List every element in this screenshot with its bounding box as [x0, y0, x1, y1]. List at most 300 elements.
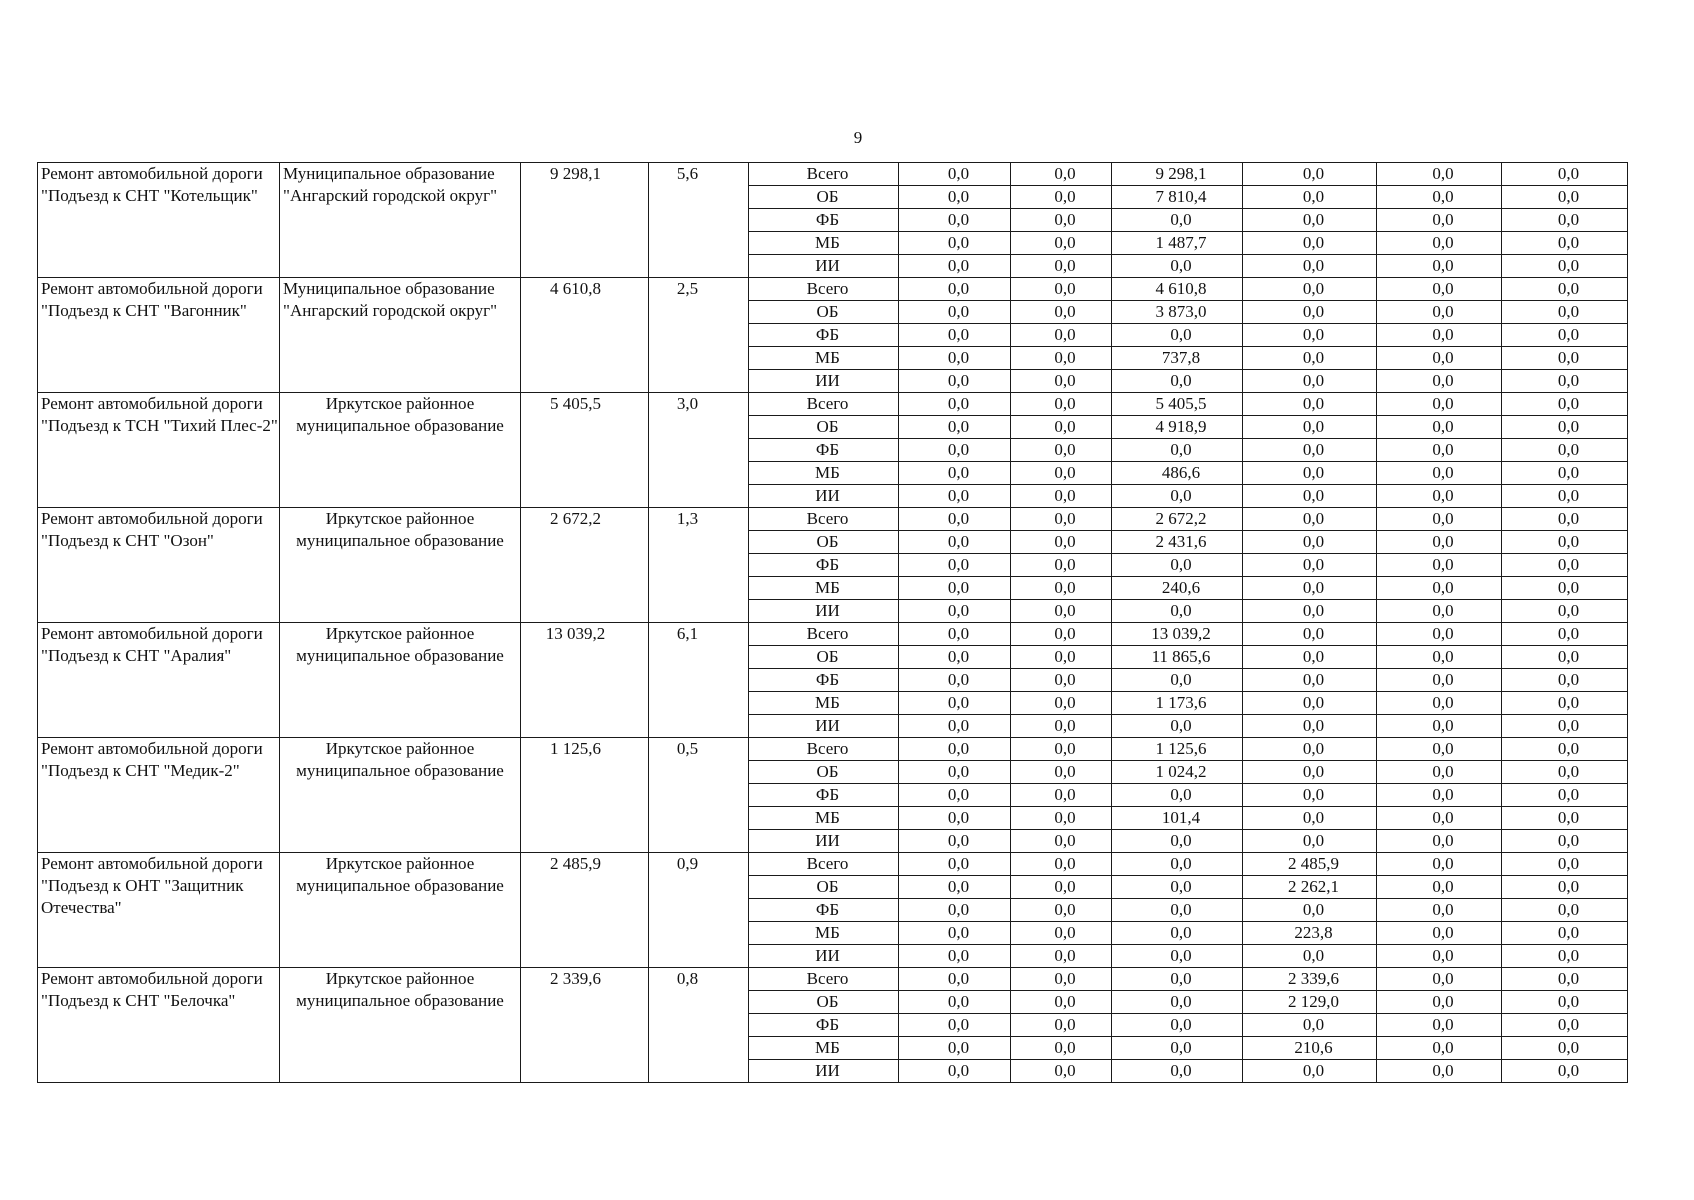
project-cost: 5 405,5 — [521, 393, 649, 508]
year-value: 0,0 — [899, 922, 1011, 945]
year-value: 0,0 — [1011, 646, 1112, 669]
year-value: 0,0 — [1502, 646, 1628, 669]
year-value: 0,0 — [1502, 899, 1628, 922]
table-row — [38, 508, 1628, 531]
year-value: 0,0 — [1377, 853, 1502, 876]
year-value: 0,0 — [1502, 669, 1628, 692]
funding-source: ИИ — [749, 255, 899, 278]
year-value: 0,0 — [1377, 370, 1502, 393]
year-value: 0,0 — [1377, 393, 1502, 416]
year-value: 0,0 — [1011, 715, 1112, 738]
year-value: 0,0 — [1011, 945, 1112, 968]
table-row — [38, 278, 1628, 301]
year-value: 0,0 — [1502, 738, 1628, 761]
year-value: 2 262,1 — [1243, 876, 1377, 899]
project-cost: 2 339,6 — [521, 968, 649, 1083]
year-value: 0,0 — [1011, 416, 1112, 439]
table-row — [38, 968, 1628, 991]
year-value: 0,0 — [1377, 416, 1502, 439]
road-length: 1,3 — [649, 508, 749, 623]
year-value: 240,6 — [1112, 577, 1243, 600]
year-value: 0,0 — [1112, 209, 1243, 232]
year-value: 0,0 — [899, 416, 1011, 439]
year-value: 0,0 — [899, 1014, 1011, 1037]
year-value: 0,0 — [1502, 830, 1628, 853]
road-length: 5,6 — [649, 163, 749, 278]
year-value: 0,0 — [1502, 577, 1628, 600]
year-value: 0,0 — [1112, 853, 1243, 876]
year-value: 0,0 — [1377, 347, 1502, 370]
year-value: 0,0 — [1011, 1060, 1112, 1083]
year-value: 0,0 — [1011, 669, 1112, 692]
year-value: 0,0 — [1502, 807, 1628, 830]
funding-source: ФБ — [749, 899, 899, 922]
year-value: 0,0 — [1502, 255, 1628, 278]
funding-source: Всего — [749, 508, 899, 531]
year-value: 0,0 — [1502, 1060, 1628, 1083]
year-value: 0,0 — [1502, 485, 1628, 508]
year-value: 0,0 — [1377, 1060, 1502, 1083]
year-value: 223,8 — [1243, 922, 1377, 945]
year-value: 0,0 — [1502, 531, 1628, 554]
year-value: 0,0 — [1377, 830, 1502, 853]
year-value: 0,0 — [899, 991, 1011, 1014]
year-value: 210,6 — [1243, 1037, 1377, 1060]
project-name: Ремонт автомобильной дороги "Подъезд к СНТ "Озон" — [38, 508, 280, 623]
year-value: 2 339,6 — [1243, 968, 1377, 991]
year-value: 0,0 — [1011, 393, 1112, 416]
funding-source: ИИ — [749, 485, 899, 508]
year-value: 0,0 — [1243, 1014, 1377, 1037]
year-value: 0,0 — [1502, 715, 1628, 738]
year-value: 0,0 — [899, 531, 1011, 554]
year-value: 0,0 — [1011, 738, 1112, 761]
project-cost: 9 298,1 — [521, 163, 649, 278]
year-value: 2 672,2 — [1112, 508, 1243, 531]
year-value: 0,0 — [1377, 623, 1502, 646]
municipality: Муниципальное образование "Ангарский городской округ" — [280, 278, 521, 393]
funding-source: Всего — [749, 853, 899, 876]
year-value: 0,0 — [899, 646, 1011, 669]
year-value: 0,0 — [1011, 439, 1112, 462]
year-value: 0,0 — [1243, 416, 1377, 439]
year-value: 0,0 — [1011, 876, 1112, 899]
year-value: 0,0 — [1011, 554, 1112, 577]
year-value: 0,0 — [899, 301, 1011, 324]
year-value: 0,0 — [1243, 738, 1377, 761]
year-value: 0,0 — [899, 692, 1011, 715]
year-value: 0,0 — [899, 508, 1011, 531]
year-value: 0,0 — [1011, 784, 1112, 807]
funding-source: ИИ — [749, 715, 899, 738]
year-value: 0,0 — [1377, 899, 1502, 922]
year-value: 0,0 — [1502, 347, 1628, 370]
year-value: 0,0 — [1011, 577, 1112, 600]
road-length: 0,9 — [649, 853, 749, 968]
year-value: 0,0 — [1112, 830, 1243, 853]
year-value: 101,4 — [1112, 807, 1243, 830]
year-value: 0,0 — [1011, 462, 1112, 485]
year-value: 0,0 — [899, 462, 1011, 485]
funding-source: ОБ — [749, 761, 899, 784]
year-value: 0,0 — [1377, 692, 1502, 715]
year-value: 0,0 — [1502, 278, 1628, 301]
year-value: 0,0 — [1502, 761, 1628, 784]
year-value: 0,0 — [1112, 439, 1243, 462]
year-value: 0,0 — [1011, 692, 1112, 715]
year-value: 5 405,5 — [1112, 393, 1243, 416]
municipality: Иркутское районное муниципальное образование — [280, 738, 521, 853]
year-value: 0,0 — [1502, 301, 1628, 324]
table-row — [38, 738, 1628, 761]
year-value: 0,0 — [1377, 186, 1502, 209]
year-value: 0,0 — [1112, 922, 1243, 945]
year-value: 0,0 — [1243, 1060, 1377, 1083]
year-value: 0,0 — [1377, 508, 1502, 531]
year-value: 0,0 — [1243, 393, 1377, 416]
year-value: 0,0 — [1243, 554, 1377, 577]
year-value: 737,8 — [1112, 347, 1243, 370]
funding-source: Всего — [749, 393, 899, 416]
year-value: 0,0 — [1011, 209, 1112, 232]
funding-source: МБ — [749, 347, 899, 370]
municipality: Иркутское районное муниципальное образование — [280, 393, 521, 508]
year-value: 0,0 — [899, 853, 1011, 876]
funding-source: ФБ — [749, 209, 899, 232]
year-value: 0,0 — [899, 163, 1011, 186]
year-value: 1 487,7 — [1112, 232, 1243, 255]
year-value: 0,0 — [1243, 669, 1377, 692]
road-length: 0,5 — [649, 738, 749, 853]
year-value: 0,0 — [1112, 485, 1243, 508]
year-value: 0,0 — [1112, 600, 1243, 623]
year-value: 0,0 — [1243, 324, 1377, 347]
project-cost: 2 672,2 — [521, 508, 649, 623]
year-value: 0,0 — [1502, 968, 1628, 991]
funding-source: МБ — [749, 692, 899, 715]
year-value: 11 865,6 — [1112, 646, 1243, 669]
year-value: 0,0 — [1377, 968, 1502, 991]
year-value: 0,0 — [899, 347, 1011, 370]
project-cost: 2 485,9 — [521, 853, 649, 968]
year-value: 0,0 — [1377, 462, 1502, 485]
year-value: 0,0 — [899, 738, 1011, 761]
municipality: Иркутское районное муниципальное образование — [280, 623, 521, 738]
year-value: 0,0 — [1377, 1014, 1502, 1037]
year-value: 0,0 — [1243, 278, 1377, 301]
year-value: 1 024,2 — [1112, 761, 1243, 784]
year-value: 9 298,1 — [1112, 163, 1243, 186]
year-value: 0,0 — [1502, 692, 1628, 715]
funding-source: ИИ — [749, 830, 899, 853]
year-value: 1 173,6 — [1112, 692, 1243, 715]
year-value: 0,0 — [899, 1060, 1011, 1083]
year-value: 0,0 — [1011, 347, 1112, 370]
year-value: 0,0 — [1112, 1037, 1243, 1060]
year-value: 486,6 — [1112, 462, 1243, 485]
year-value: 0,0 — [899, 899, 1011, 922]
year-value: 2 431,6 — [1112, 531, 1243, 554]
year-value: 0,0 — [1112, 876, 1243, 899]
year-value: 0,0 — [1502, 784, 1628, 807]
year-value: 0,0 — [1011, 301, 1112, 324]
year-value: 0,0 — [899, 807, 1011, 830]
funding-source: ФБ — [749, 439, 899, 462]
funding-source: Всего — [749, 278, 899, 301]
year-value: 0,0 — [1502, 1014, 1628, 1037]
year-value: 0,0 — [1243, 600, 1377, 623]
year-value: 0,0 — [1502, 393, 1628, 416]
year-value: 0,0 — [1502, 508, 1628, 531]
year-value: 0,0 — [1243, 715, 1377, 738]
year-value: 0,0 — [1502, 163, 1628, 186]
municipality: Иркутское районное муниципальное образование — [280, 508, 521, 623]
funding-source: ИИ — [749, 370, 899, 393]
year-value: 0,0 — [1112, 324, 1243, 347]
year-value: 0,0 — [899, 554, 1011, 577]
year-value: 0,0 — [1502, 232, 1628, 255]
year-value: 0,0 — [1011, 485, 1112, 508]
year-value: 0,0 — [899, 324, 1011, 347]
year-value: 0,0 — [1011, 623, 1112, 646]
year-value: 0,0 — [1377, 807, 1502, 830]
year-value: 0,0 — [1377, 554, 1502, 577]
funding-source: МБ — [749, 232, 899, 255]
year-value: 0,0 — [1243, 439, 1377, 462]
year-value: 0,0 — [1243, 508, 1377, 531]
year-value: 0,0 — [1502, 186, 1628, 209]
year-value: 0,0 — [899, 669, 1011, 692]
year-value: 0,0 — [1243, 209, 1377, 232]
year-value: 0,0 — [1502, 209, 1628, 232]
funding-source: ОБ — [749, 876, 899, 899]
year-value: 0,0 — [899, 370, 1011, 393]
year-value: 0,0 — [1011, 324, 1112, 347]
year-value: 0,0 — [1011, 853, 1112, 876]
year-value: 0,0 — [1502, 416, 1628, 439]
year-value: 0,0 — [1011, 600, 1112, 623]
year-value: 0,0 — [1377, 439, 1502, 462]
year-value: 0,0 — [1011, 232, 1112, 255]
year-value: 0,0 — [1377, 324, 1502, 347]
year-value: 0,0 — [1377, 1037, 1502, 1060]
year-value: 0,0 — [1377, 991, 1502, 1014]
funding-source: ОБ — [749, 301, 899, 324]
year-value: 0,0 — [1377, 945, 1502, 968]
year-value: 0,0 — [1011, 163, 1112, 186]
year-value: 0,0 — [1377, 600, 1502, 623]
funding-source: ОБ — [749, 186, 899, 209]
year-value: 0,0 — [1377, 577, 1502, 600]
year-value: 0,0 — [899, 600, 1011, 623]
year-value: 0,0 — [1243, 531, 1377, 554]
year-value: 0,0 — [1377, 876, 1502, 899]
year-value: 0,0 — [1377, 232, 1502, 255]
year-value: 0,0 — [1243, 186, 1377, 209]
year-value: 0,0 — [1243, 761, 1377, 784]
project-cost: 4 610,8 — [521, 278, 649, 393]
year-value: 0,0 — [1112, 1060, 1243, 1083]
year-value: 0,0 — [899, 623, 1011, 646]
road-length: 3,0 — [649, 393, 749, 508]
funding-source: МБ — [749, 922, 899, 945]
page-number: 9 — [853, 128, 863, 147]
year-value: 0,0 — [1243, 255, 1377, 278]
year-value: 0,0 — [1011, 370, 1112, 393]
year-value: 0,0 — [1112, 991, 1243, 1014]
year-value: 0,0 — [899, 186, 1011, 209]
year-value: 0,0 — [1011, 1037, 1112, 1060]
year-value: 0,0 — [899, 232, 1011, 255]
funding-table — [37, 162, 1628, 1083]
year-value: 0,0 — [1243, 370, 1377, 393]
funding-source: МБ — [749, 807, 899, 830]
year-value: 0,0 — [1112, 255, 1243, 278]
year-value: 0,0 — [1377, 922, 1502, 945]
year-value: 0,0 — [1502, 600, 1628, 623]
municipality: Иркутское районное муниципальное образование — [280, 853, 521, 968]
year-value: 0,0 — [1502, 462, 1628, 485]
funding-source: Всего — [749, 738, 899, 761]
year-value: 0,0 — [1011, 830, 1112, 853]
year-value: 0,0 — [1112, 784, 1243, 807]
year-value: 0,0 — [1377, 255, 1502, 278]
funding-source: ФБ — [749, 784, 899, 807]
year-value: 0,0 — [1112, 715, 1243, 738]
year-value: 0,0 — [1377, 646, 1502, 669]
project-name: Ремонт автомобильной дороги "Подъезд к СНТ "Медик-2" — [38, 738, 280, 853]
project-name: Ремонт автомобильной дороги "Подъезд к СНТ "Белочка" — [38, 968, 280, 1083]
year-value: 0,0 — [1377, 278, 1502, 301]
year-value: 0,0 — [1502, 1037, 1628, 1060]
project-name: Ремонт автомобильной дороги "Подъезд к ОНТ "Защитник Отечества" — [38, 853, 280, 968]
year-value: 0,0 — [1243, 646, 1377, 669]
year-value: 0,0 — [1112, 370, 1243, 393]
year-value: 0,0 — [1502, 876, 1628, 899]
year-value: 0,0 — [1377, 738, 1502, 761]
year-value: 0,0 — [1377, 531, 1502, 554]
project-name: Ремонт автомобильной дороги "Подъезд к СНТ "Аралия" — [38, 623, 280, 738]
project-name: Ремонт автомобильной дороги "Подъезд к СНТ "Котельщик" — [38, 163, 280, 278]
year-value: 0,0 — [1502, 922, 1628, 945]
table-row — [38, 623, 1628, 646]
year-value: 0,0 — [1243, 899, 1377, 922]
year-value: 0,0 — [899, 393, 1011, 416]
road-length: 6,1 — [649, 623, 749, 738]
funding-source: ОБ — [749, 416, 899, 439]
year-value: 13 039,2 — [1112, 623, 1243, 646]
year-value: 0,0 — [1112, 968, 1243, 991]
year-value: 0,0 — [1243, 784, 1377, 807]
funding-source: Всего — [749, 163, 899, 186]
year-value: 0,0 — [899, 830, 1011, 853]
year-value: 0,0 — [1243, 830, 1377, 853]
year-value: 7 810,4 — [1112, 186, 1243, 209]
table-row — [38, 393, 1628, 416]
year-value: 0,0 — [1011, 255, 1112, 278]
year-value: 0,0 — [1243, 807, 1377, 830]
year-value: 0,0 — [1243, 347, 1377, 370]
year-value: 0,0 — [899, 715, 1011, 738]
year-value: 0,0 — [899, 784, 1011, 807]
year-value: 0,0 — [1502, 324, 1628, 347]
year-value: 0,0 — [1243, 485, 1377, 508]
year-value: 0,0 — [1243, 692, 1377, 715]
year-value: 0,0 — [1502, 623, 1628, 646]
year-value: 0,0 — [899, 876, 1011, 899]
year-value: 0,0 — [1377, 784, 1502, 807]
year-value: 0,0 — [899, 945, 1011, 968]
year-value: 0,0 — [1011, 186, 1112, 209]
table-row — [38, 853, 1628, 876]
year-value: 0,0 — [1243, 301, 1377, 324]
year-value: 0,0 — [1377, 761, 1502, 784]
year-value: 0,0 — [1011, 508, 1112, 531]
year-value: 0,0 — [1377, 301, 1502, 324]
year-value: 0,0 — [899, 278, 1011, 301]
year-value: 0,0 — [899, 761, 1011, 784]
year-value: 0,0 — [1011, 531, 1112, 554]
year-value: 0,0 — [899, 577, 1011, 600]
funding-source: ИИ — [749, 1060, 899, 1083]
funding-source: ФБ — [749, 324, 899, 347]
year-value: 0,0 — [899, 209, 1011, 232]
year-value: 4 918,9 — [1112, 416, 1243, 439]
year-value: 3 873,0 — [1112, 301, 1243, 324]
table-row — [38, 163, 1628, 186]
year-value: 0,0 — [1112, 945, 1243, 968]
year-value: 0,0 — [1502, 991, 1628, 1014]
year-value: 0,0 — [1502, 853, 1628, 876]
year-value: 0,0 — [1377, 485, 1502, 508]
year-value: 0,0 — [1243, 577, 1377, 600]
year-value: 0,0 — [1011, 991, 1112, 1014]
funding-source: ФБ — [749, 669, 899, 692]
funding-source: Всего — [749, 623, 899, 646]
funding-source: ФБ — [749, 554, 899, 577]
funding-source: ОБ — [749, 531, 899, 554]
project-name: Ремонт автомобильной дороги "Подъезд к ТСН "Тихий Плес-2" — [38, 393, 280, 508]
year-value: 0,0 — [1502, 554, 1628, 577]
year-value: 0,0 — [1502, 370, 1628, 393]
year-value: 0,0 — [1502, 945, 1628, 968]
year-value: 0,0 — [1011, 968, 1112, 991]
year-value: 0,0 — [1243, 623, 1377, 646]
year-value: 0,0 — [1243, 462, 1377, 485]
year-value: 0,0 — [1243, 945, 1377, 968]
year-value: 0,0 — [1011, 761, 1112, 784]
municipality: Муниципальное образование "Ангарский городской округ" — [280, 163, 521, 278]
year-value: 0,0 — [1377, 715, 1502, 738]
funding-source: Всего — [749, 968, 899, 991]
year-value: 0,0 — [899, 485, 1011, 508]
year-value: 0,0 — [1243, 232, 1377, 255]
year-value: 0,0 — [1011, 899, 1112, 922]
year-value: 2 129,0 — [1243, 991, 1377, 1014]
year-value: 0,0 — [1112, 1014, 1243, 1037]
funding-source: ОБ — [749, 991, 899, 1014]
funding-source: МБ — [749, 577, 899, 600]
municipality: Иркутское районное муниципальное образование — [280, 968, 521, 1083]
road-length: 2,5 — [649, 278, 749, 393]
year-value: 0,0 — [899, 255, 1011, 278]
year-value: 0,0 — [899, 439, 1011, 462]
year-value: 0,0 — [1377, 669, 1502, 692]
year-value: 0,0 — [1243, 163, 1377, 186]
funding-source: ИИ — [749, 600, 899, 623]
year-value: 2 485,9 — [1243, 853, 1377, 876]
year-value: 0,0 — [1011, 1014, 1112, 1037]
